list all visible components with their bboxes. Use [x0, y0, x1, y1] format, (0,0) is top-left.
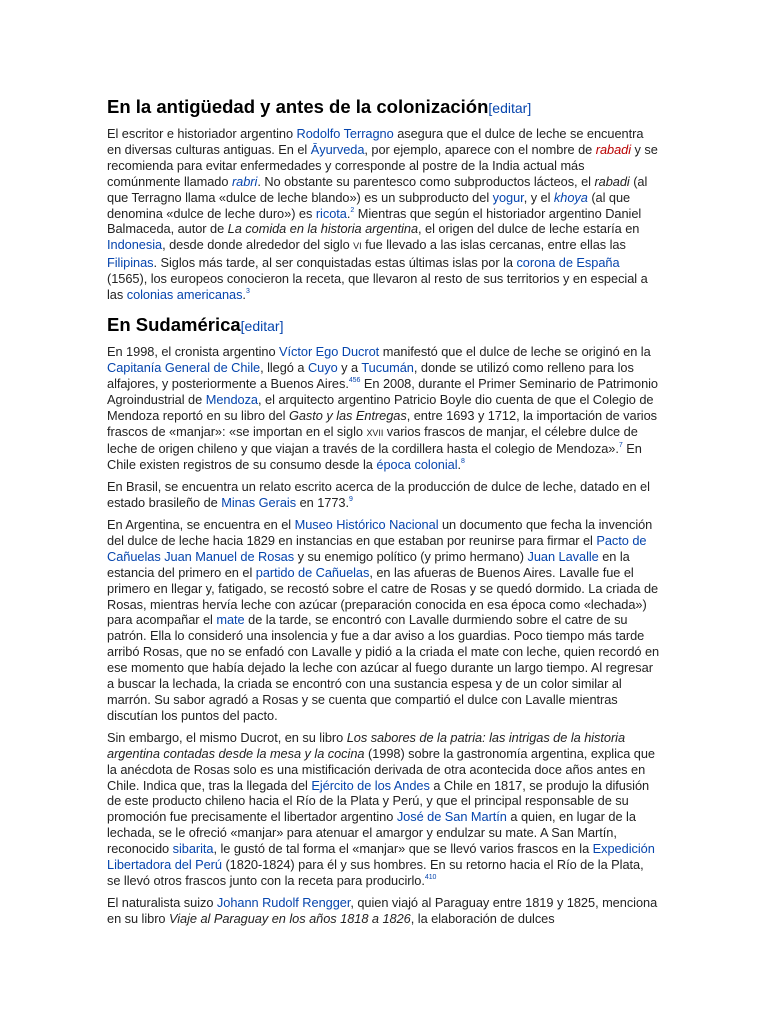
text: (1998) sobre la gastronomía argentina, explica que la anécdota de Rosas solo es una mistificación derivada de otra acontecida doce años antes en Chile. Indica que, tras la llegada del	[107, 745, 656, 793]
link-tucuman[interactable]: Tucumán	[361, 359, 414, 375]
text: y a	[337, 359, 362, 375]
link-rabri[interactable]: rabri	[231, 173, 258, 189]
text: , y el	[523, 189, 554, 205]
text: de la tarde, se encontró con Lavalle durmiendo sobre el catre de su patrón. Ella lo consideró una insolencia y fue a dar aviso a los guardias. Poco tiempo más tarde arribó Rosas, que no se enfadó con Lavalle y pidió a la criada el mate con leche, quien recordó en ese momento que había dejado la leche con azúcar al fuego durante un largo tiempo. Al regresar a buscar la lechada, la criada se encontró con una sustancia espesa y de un color similar al marrón. Su sabor agradó a Rosas y se cuenta que compartió el dulce con Lavalle mientras discutían los puntos del pacto.	[107, 612, 660, 723]
text: , le gustó de tal forma el «manjar» que se llevó varios frascos en la	[213, 841, 593, 857]
text: asegura que el dulce de leche se encuentra en diversas culturas antiguas. En el	[107, 126, 644, 157]
italic-term: rabadi	[594, 173, 630, 189]
paragraph: El escritor e historiador argentino Rodolfo Terragno asegura que el dulce de leche se encuentra en diversas culturas antiguas. En el Āyurveda, por ejemplo, aparece con el nombre de rabadi y se recomienda para evitar enfermedades y corresponde al postre de la India actual más comúnmente llamado rabri. No obstante su parentesco como subproductos lácteos, el rabadi (al que Terragno llama «dulce de leche blando») es un subproducto del yogur, y el khoya (al que denomina «dulce de leche duro») es ricota.$^2$ Mientras que según el historiador argentino Daniel Balmaceda, autor de La comida en la historia argentina, el origen del dulce de leche estaría en Indonesia, desde donde alrededor del siglo VI fue llevado a las islas cercanas, entre ellas las Filipinas. Siglos más tarde, al ser conquistadas estas últimas islas por la corona de España (1565), los europeos conocieron la receta, que llevaron al resto de sus territorios y en especial a las colonias americanas.$^3$	[107, 126, 658, 303]
text: , quien viajó al Paraguay entre 1819 y 1825, menciona en su libro	[107, 894, 658, 926]
link-expedicion-libertadora-del-peru[interactable]: Expedición Libertadora del Perú	[107, 841, 655, 873]
text: Sin embargo, el mismo Ducrot, en su libro	[107, 729, 347, 745]
text: (al que Terragno llama «dulce de leche blando») es un subproducto del	[107, 173, 648, 205]
text: y se recomienda para evitar enfermedades y corresponde al postre de la India actual más comúnmente llamado	[107, 141, 658, 189]
section-title: En Sudamérica	[107, 313, 241, 335]
text: , desde donde alrededor del siglo	[162, 237, 354, 253]
link-mate[interactable]: mate	[216, 612, 245, 628]
article-content	[107, 95, 660, 933]
text: En Chile existen registros de su consumo desde la	[107, 441, 642, 473]
link-corona-de-espana[interactable]: corona de España	[516, 255, 620, 271]
link-rabadi[interactable]: rabadi	[595, 141, 632, 157]
link-yogur[interactable]: yogur	[492, 189, 524, 205]
link-rodolfo-terragno[interactable]: Rodolfo Terragno	[296, 126, 394, 141]
text: , el arquitecto argentino Patricio Boyle dio cuenta de que el Colegio de Mendoza reportó en su libro del	[107, 391, 654, 423]
text: manifestó que el dulce de leche se originó en la	[379, 343, 651, 359]
text: , el origen del dulce de leche estaría en	[418, 221, 640, 237]
italic-title: La comida en la historia argentina	[227, 221, 419, 237]
paragraph	[107, 895, 660, 927]
italic-title: Viaje al Paraguay en los años 1818 a 1826	[169, 910, 411, 926]
italic-title: Los sabores de la patria: las intrigas de la historia argentina contadas desde la mesa y la cocina	[107, 729, 626, 761]
text: , por ejemplo, aparece con el nombre de	[364, 141, 596, 157]
text: a Chile en 1817, se produjo la difusión de este producto chileno hacia el Río de la Plata y Perú, y que el principal responsable de su promoción fue precisamente el libertador argentino	[107, 777, 650, 825]
text: (1565), los europeos conocieron la receta, que llevaron al resto de sus territorios y en especial a las	[107, 271, 648, 303]
text: fue llevado a las islas cercanas, entre ellas las	[361, 237, 626, 253]
link-mendoza[interactable]: Mendoza	[205, 391, 258, 407]
text: (1820-1824) para él y sus hombres. En su retorno hacia el Río de la Plata, se llevó otros frascos junto con la receta para producirlo.	[107, 857, 644, 888]
text: En 2008, durante el Primer Seminario de Patrimonio Agroindustrial de	[107, 375, 658, 407]
text: , en las afueras de Buenos Aires. Lavalle fue el primero en llegar y, fatigado, se recostó sobre el catre de Rosas y se quedó dormido. La criada de Rosas, mientras hervía leche con azúcar (preparación conocida en esa época como «lechada») para acompañar el	[107, 564, 659, 628]
section-title: En la antigüedad y antes de la colonización	[107, 96, 489, 117]
century-numeral: XVII	[366, 427, 384, 438]
text: , entre 1693 y 1712, la importación de varios frascos de «manjar»: «se importan en el siglo	[107, 407, 658, 439]
text: en la estancia del primero en el	[107, 548, 630, 580]
reference-link[interactable]: 8	[461, 458, 465, 466]
reference-link[interactable]: 2	[350, 206, 355, 214]
link-jose-de-san-martin[interactable]: José de San Martín	[396, 809, 507, 825]
link-juan-lavalle[interactable]: Juan Lavalle	[527, 548, 599, 564]
text: varios frascos de manjar, el célebre dulce de leche de origen chileno y que viajan a través de la cordillera hasta el colegio de Mendoza».	[107, 423, 638, 457]
text: En Brasil, se encuentra un relato escrito acerca de la producción de dulce de leche, datado en el estado brasileño de	[107, 479, 650, 511]
link-juan-manuel-de-rosas[interactable]: Juan Manuel de Rosas	[164, 548, 295, 564]
link-sibarita[interactable]: sibarita	[172, 841, 214, 857]
text: En 1998, el cronista argentino	[107, 343, 280, 359]
link-epoca-colonial[interactable]: época colonial	[376, 457, 458, 473]
section-heading-sudamerica	[107, 313, 660, 338]
text: . Siglos más tarde, al ser conquistadas estas últimas islas por la	[153, 255, 517, 271]
link-johann-rudolf-rengger[interactable]: Johann Rudolf Rengger	[216, 894, 351, 910]
edit-section-link[interactable]: [editar]	[488, 100, 532, 116]
paragraph	[107, 517, 660, 724]
text: un documento que fecha la invención del dulce de leche hacia 1829 en instancias en que estaban por reunirse para firmar el	[107, 517, 653, 548]
text: El escritor e historiador argentino	[107, 126, 297, 141]
link-ejercito-de-los-andes[interactable]: Ejército de los Andes	[311, 777, 430, 793]
link-khoya[interactable]: khoya	[553, 189, 588, 205]
text: , llegó a	[260, 359, 308, 375]
italic-title: Gasto y las Entregas	[288, 407, 407, 423]
century-numeral: VI	[353, 241, 362, 252]
reference-link[interactable]: 7	[618, 442, 623, 450]
section-heading-antiguedad	[107, 95, 660, 120]
link-ayurveda[interactable]: Āyurveda	[310, 141, 365, 157]
link-capitania-general-de-chile[interactable]: Capitanía General de Chile	[107, 359, 261, 375]
link-colonias-americanas[interactable]: colonias americanas	[126, 287, 243, 303]
text: , donde se utilizó como relleno para los alfajores, y posteriormente a Buenos Aires.	[107, 359, 634, 391]
reference-link[interactable]: 456	[348, 376, 361, 384]
link-indonesia[interactable]: Indonesia	[107, 237, 163, 253]
reference-link[interactable]: 9	[348, 496, 353, 504]
text: El naturalista suizo	[107, 894, 217, 910]
link-ricota[interactable]: ricota	[315, 205, 347, 221]
text: , la elaboración de dulces	[410, 910, 555, 926]
paragraph	[107, 479, 660, 511]
link-cuyo[interactable]: Cuyo	[307, 359, 338, 375]
edit-section-link[interactable]: [editar]	[240, 317, 284, 334]
link-minas-gerais[interactable]: Minas Gerais	[221, 495, 297, 511]
text: a quien, en lugar de la lechada, se le ofreció «manjar» para atenuar el amargor y endulzar su mate. A San Martín, reconocido	[107, 809, 636, 857]
link-filipinas[interactable]: Filipinas	[107, 255, 154, 271]
text: Mientras que según el historiador argentino Daniel Balmaceda, autor de	[107, 205, 642, 237]
link-pacto-de-canuelas[interactable]: Pacto de Cañuelas	[107, 532, 647, 564]
reference-link[interactable]: 410	[424, 873, 437, 881]
link-victor-ego-ducrot[interactable]: Víctor Ego Ducrot	[279, 343, 380, 359]
text: . No obstante su parentesco como subproductos lácteos, el	[257, 173, 595, 189]
reference-link[interactable]: 3	[245, 288, 250, 296]
text: (al que denomina «dulce de leche duro») es	[107, 189, 631, 221]
paragraph	[107, 730, 660, 889]
link-museo-historico-nacional[interactable]: Museo Histórico Nacional	[294, 517, 439, 533]
paragraph: En 1998, el cronista argentino Víctor Ego Ducrot manifestó que el dulce de leche se originó en la Capitanía General de Chile, llegó a Cuyo y a Tucumán, donde se utilizó como relleno para los alfajores, y posteriormente a Buenos Aires.$^{456}$ En 2008, durante el Primer Seminario de Patrimonio Agroindustrial de Mendoza, el arquitecto argentino Patricio Boyle dio cuenta de que el Colegio de Mendoza reportó en su libro del Gasto y las Entregas, entre 1693 y 1712, la importación de varios frascos de «manjar»: «se importan en el siglo XVII varios frascos de manjar, el célebre dulce de leche de origen chileno y que viajan a través de la cordillera hasta el colegio de Mendoza».$^7$ En Chile existen registros de su consumo desde la época colonial.$^8$	[107, 343, 658, 473]
text: y su enemigo político (y primo hermano)	[294, 548, 528, 564]
text: en 1773.	[296, 495, 349, 511]
link-partido-de-canuelas[interactable]: partido de Cañuelas	[255, 564, 370, 580]
text: En Argentina, se encuentra en el	[107, 517, 295, 533]
